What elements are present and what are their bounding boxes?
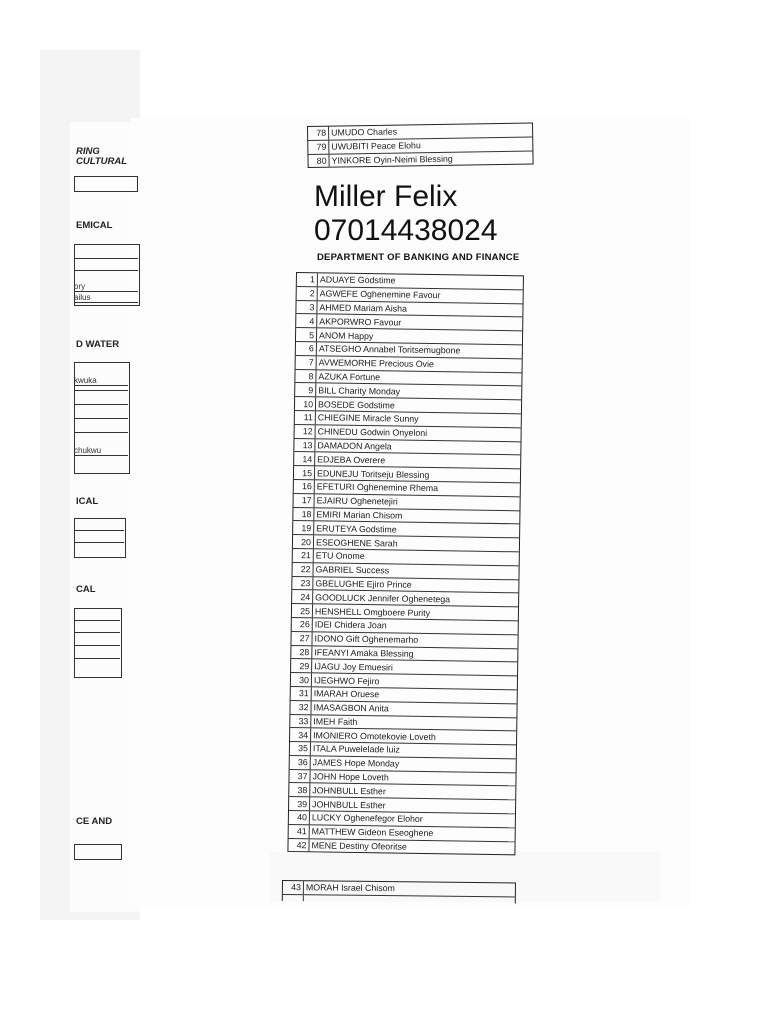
row-number: 19 <box>293 521 314 534</box>
left-table-4-line <box>74 645 120 646</box>
student-name: GOODLUCK Jennifer Oghenetega <box>315 592 451 605</box>
left-heading-emical: EMICAL <box>76 220 113 231</box>
bottom-student-table <box>282 880 516 903</box>
row-number: 14 <box>294 452 315 465</box>
student-name: ESEOGHENE Sarah <box>315 536 398 549</box>
table-row <box>308 151 532 167</box>
left-box-2 <box>74 844 122 860</box>
top-student-table <box>307 122 534 168</box>
student-name: JOHNBULL Esther <box>312 798 386 811</box>
left-table-3-line <box>74 530 124 531</box>
student-name: ETU Onome <box>315 550 365 562</box>
left-table-2-line <box>74 432 128 433</box>
row-number: 78 <box>308 127 329 140</box>
left-table-3-line <box>74 542 124 543</box>
row-number: 26 <box>292 618 313 631</box>
left-table-4-line <box>74 632 120 633</box>
department-heading: DEPARTMENT OF BANKING AND FINANCE <box>317 252 520 263</box>
contact-phone: 07014438024 <box>314 214 498 247</box>
row-number: 22 <box>292 563 313 576</box>
student-name: AVWEMORHE Precious Ovie <box>318 357 434 370</box>
left-table-1-row-ailus <box>74 293 138 303</box>
student-name: AHMED Mariam Aisha <box>319 302 408 314</box>
student-name: CHINEDU Godwin Onyeloni <box>317 426 428 439</box>
row-number: 27 <box>291 632 312 645</box>
student-name: BILL Charity Monday <box>318 385 401 397</box>
row-number: 2 <box>297 287 318 300</box>
left-fragment-chukwu: chukwu <box>74 446 102 455</box>
left-heading-ring: RING <box>76 146 100 157</box>
row-number: 30 <box>291 673 312 686</box>
left-heading-ce-and: CE AND <box>76 816 113 827</box>
row-number: 41 <box>289 825 310 838</box>
left-table-4-line <box>74 658 120 659</box>
row-number: 21 <box>293 549 314 562</box>
left-table-2-line <box>74 404 128 405</box>
left-table-1-row-ory <box>74 282 138 292</box>
row-number: 28 <box>291 645 312 658</box>
row-number: 34 <box>290 728 311 741</box>
row-number: 7 <box>296 356 317 369</box>
row-number: 20 <box>293 535 314 548</box>
row-number: 31 <box>291 687 312 700</box>
student-name: EFETURI Oghenemine Rhema <box>316 481 439 494</box>
row-number: 38 <box>289 783 310 796</box>
left-table-2-line <box>74 390 128 391</box>
student-name: ATSEGHO Annabel Toritsemugbone <box>318 343 461 356</box>
left-heading-cultural: CULTURAL <box>76 156 128 167</box>
student-name: ITALA Puwelelade luiz <box>312 743 400 756</box>
row-number: 36 <box>290 756 311 769</box>
left-table-4-line <box>74 620 120 621</box>
row-number: 6 <box>296 342 317 355</box>
student-name: DAMADON Angela <box>317 440 392 452</box>
student-name: ADUAYE Godstime <box>319 274 396 286</box>
student-name: IDEI Chidera Joan <box>314 619 387 631</box>
row-number: 29 <box>291 659 312 672</box>
row-number: 35 <box>290 742 311 755</box>
student-name: MENE Destiny Ofeoritse <box>311 840 407 852</box>
row-number: 15 <box>294 466 315 479</box>
student-name: EJAIRU Oghenetejiri <box>316 495 398 507</box>
row-number: 12 <box>295 425 316 438</box>
row-number: 33 <box>290 714 311 727</box>
left-heading-cal: CAL <box>76 584 96 595</box>
student-name: YINKORE Oyin-Neimi Blessing <box>331 153 453 166</box>
student-name: IMARAH Oruese <box>313 688 380 700</box>
row-number: 25 <box>292 604 313 617</box>
student-name: MORAH Israel Chisom <box>305 882 395 894</box>
left-fragment-ailus: ailus <box>74 293 91 302</box>
left-table-1-line <box>74 258 138 259</box>
row-number: 5 <box>296 328 317 341</box>
student-name: LUCKY Oghenefegor Elohor <box>311 812 423 825</box>
row-number: 4 <box>296 314 317 327</box>
row-number: 80 <box>308 154 329 167</box>
contact-name: Miller Felix <box>314 180 458 213</box>
student-name: ANOM Happy <box>318 329 374 341</box>
student-name: JAMES Hope Monday <box>312 757 400 769</box>
left-table-2-row-chukwu <box>74 446 128 456</box>
row-number: 18 <box>293 508 314 521</box>
row-number: 11 <box>295 411 316 424</box>
left-box-1 <box>74 176 138 192</box>
student-name: IJAGU Joy Emuesiri <box>314 661 393 673</box>
row-number: 13 <box>294 439 315 452</box>
row-number: 1 <box>297 273 318 286</box>
student-name: IDONO Gift Oghenemarho <box>314 633 419 645</box>
main-student-table <box>287 272 524 856</box>
row-number: 43 <box>283 881 304 894</box>
row-number: 37 <box>289 770 310 783</box>
row-number: 3 <box>296 301 317 314</box>
student-name: UMUDO Charles <box>331 126 398 139</box>
left-table-2-line <box>74 418 128 419</box>
student-name: EMIRI Marian Chisom <box>316 509 403 521</box>
left-heading-water: D WATER <box>76 339 120 350</box>
student-name: IJEGHWO Fejiro <box>313 674 380 686</box>
student-name: EDUNEJU Toritseju Blessing <box>316 467 430 480</box>
row-number: 79 <box>308 140 329 153</box>
left-heading-ical: ICAL <box>76 496 99 507</box>
row-number: 8 <box>295 370 316 383</box>
row-number: 10 <box>295 397 316 410</box>
student-name: AGWEFE Oghenemine Favour <box>319 288 441 301</box>
row-number: 16 <box>294 480 315 493</box>
row-number: 24 <box>292 590 313 603</box>
row-number: 32 <box>290 701 311 714</box>
student-name: HENSHELL Omgboere Purity <box>314 605 431 618</box>
student-name: IMEH Faith <box>313 716 358 727</box>
student-name: IFEANYI Amaka Blessing <box>314 647 414 659</box>
student-name: GBELUGHE Ejiro Prince <box>315 578 412 590</box>
row-number: 40 <box>289 811 310 824</box>
student-name: CHIEGINE Miracle Sunny <box>317 412 419 425</box>
student-name: IMONIERO Omotekovie Loveth <box>313 729 436 742</box>
row-number: 17 <box>294 494 315 507</box>
left-table-1-line <box>74 270 138 271</box>
left-table-4 <box>74 608 122 678</box>
table-row <box>288 839 514 855</box>
student-name: JOHNBULL Esther <box>312 785 386 797</box>
left-fragment-ory: ory <box>74 282 86 291</box>
student-name: MATTHEW Gideon Eseoghene <box>311 826 434 839</box>
student-name: AKPORWRO Favour <box>319 316 402 328</box>
student-name: IMASAGBON Anita <box>313 702 389 714</box>
left-table-3 <box>74 518 126 558</box>
student-name: BOSEDE Godstime <box>317 398 395 411</box>
student-name: ERUTEYA Godstime <box>316 523 397 535</box>
row-number: 23 <box>292 577 313 590</box>
student-name: UWUBITI Peace Elohu <box>331 140 421 152</box>
row-number: 9 <box>295 383 316 396</box>
left-fragment-kwuka: kwuka <box>74 376 97 385</box>
left-table-2-row-kwuka <box>74 376 128 386</box>
student-name: JOHN Hope Loveth <box>312 771 389 783</box>
row-number: 39 <box>289 797 310 810</box>
student-name: EDJEBA Overere <box>317 454 386 466</box>
student-name: GABRIEL Success <box>315 564 390 576</box>
student-name: AZUKA Fortune <box>318 371 381 383</box>
row-number: 42 <box>288 839 309 852</box>
